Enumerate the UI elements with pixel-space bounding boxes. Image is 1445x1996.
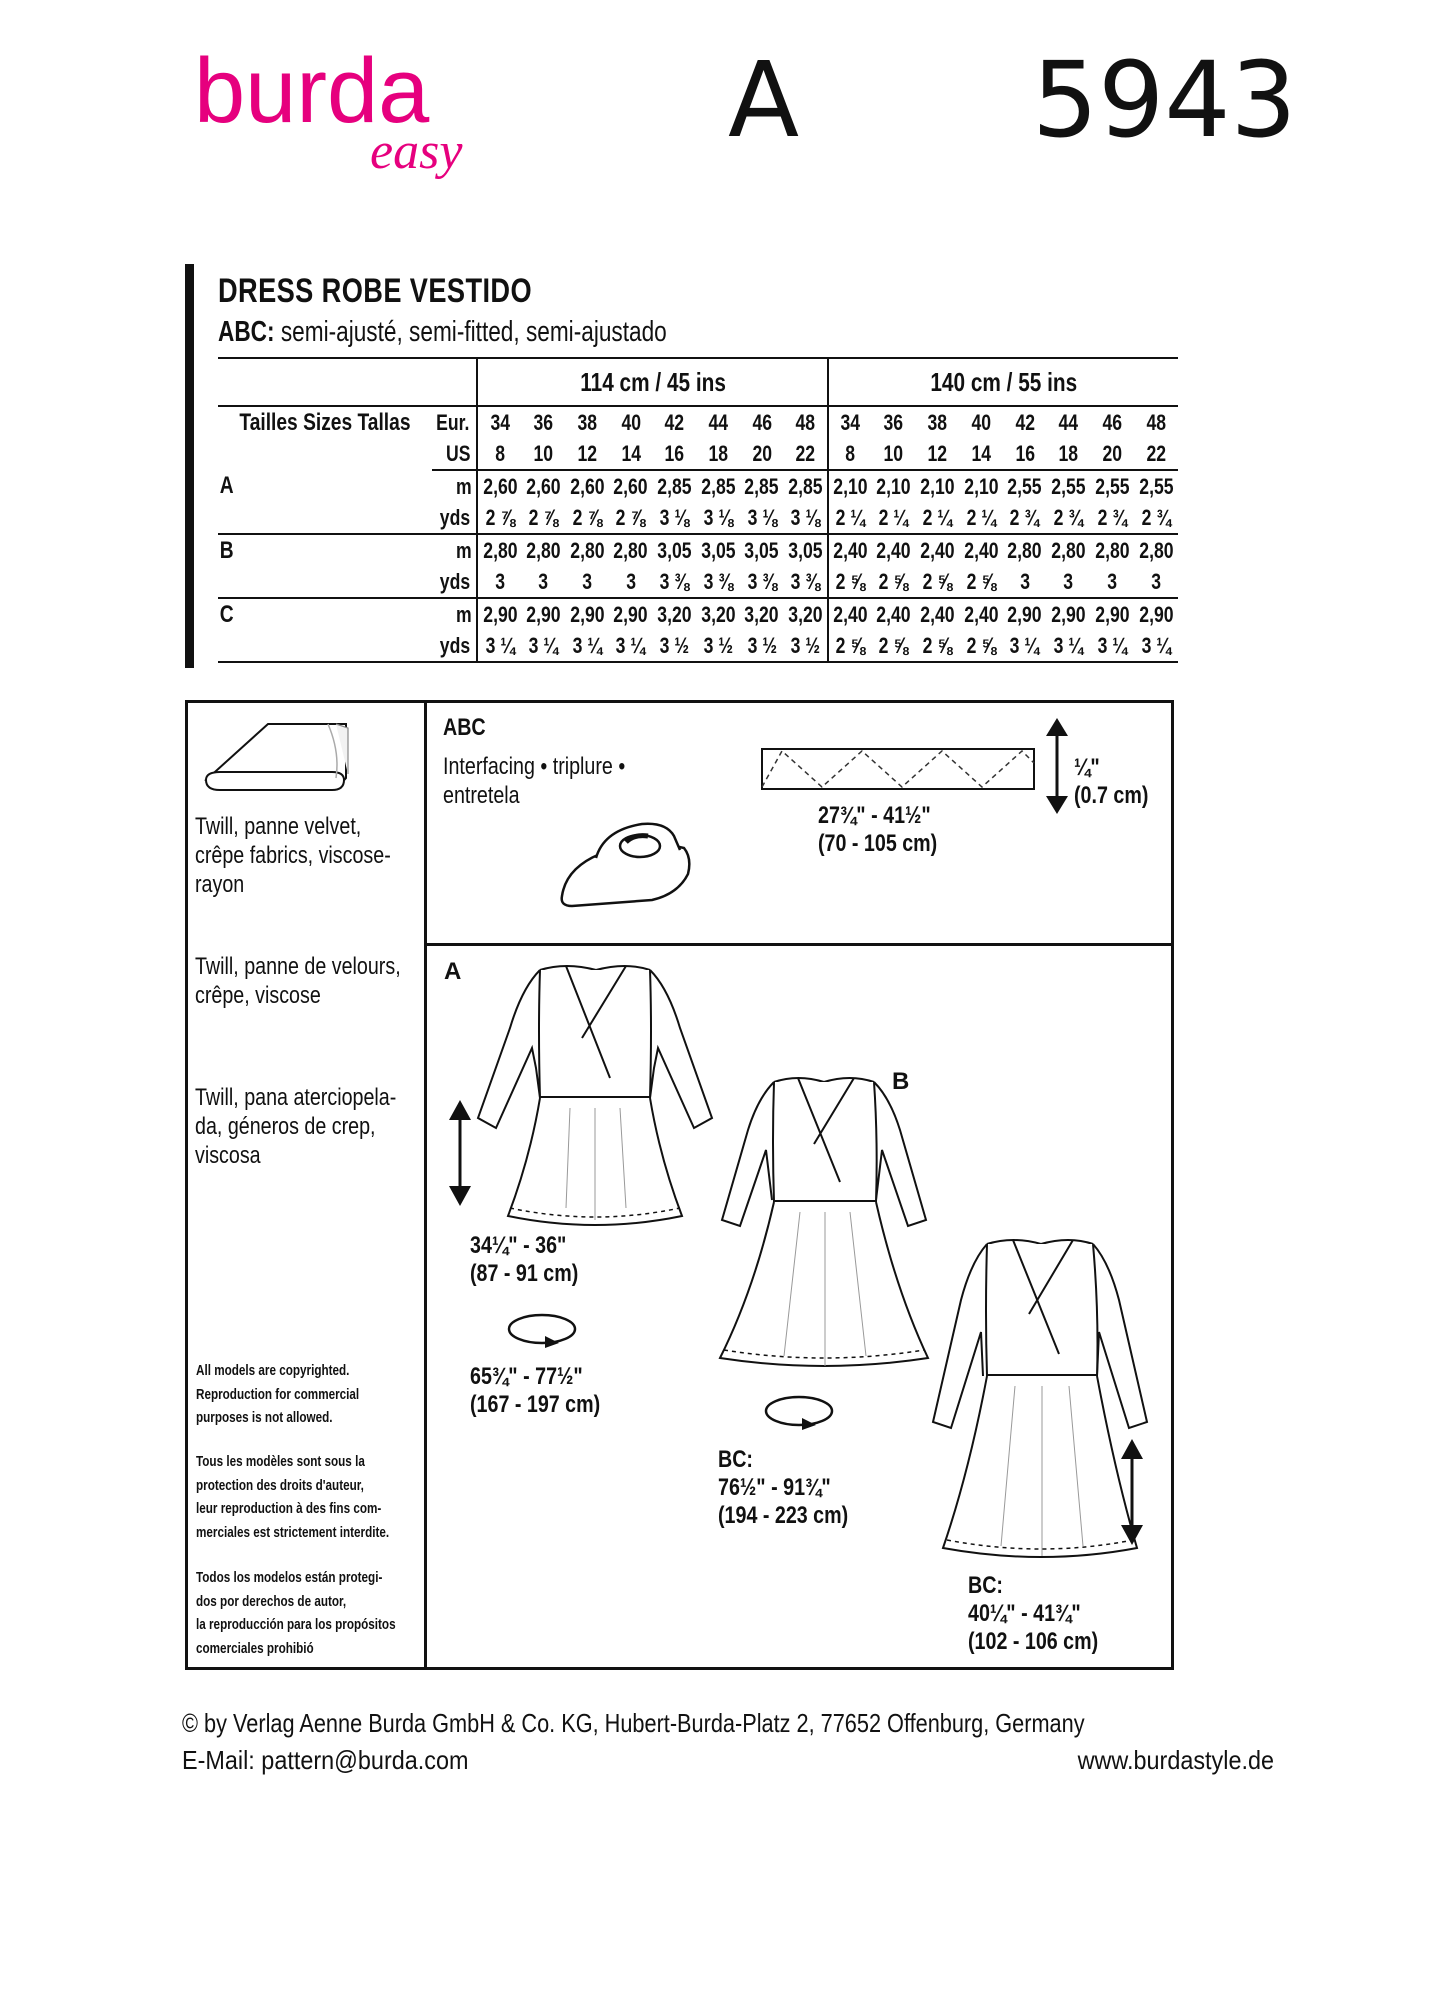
meters-cell: 3,20 — [657, 601, 692, 627]
meters-cell: 2,80 — [526, 537, 561, 563]
us-size-cell: 20 — [740, 438, 784, 470]
meters-cell: 3,05 — [788, 537, 823, 563]
yards-cell: 3 ⅜ — [653, 566, 697, 598]
sizes-label: Tailles Sizes Tallas — [239, 408, 411, 436]
meters-cell: 2,90 — [1051, 601, 1086, 627]
view-c-length-arrow-icon — [1117, 1437, 1147, 1547]
yards-cell: 2 ⅝ — [959, 630, 1003, 662]
view-row-label: C — [219, 600, 234, 628]
meters-cell: 2,85 — [657, 473, 692, 499]
publisher-line: © by Verlag Aenne Burda GmbH & Co. KG, Hubert-Burda-Platz 2, 77652 Offenburg, Germany — [182, 1708, 1085, 1738]
meters-cell: 2,40 — [964, 601, 999, 627]
width-header-140: 140 cm / 55 ins — [828, 358, 1178, 406]
meters-cell: 3,20 — [744, 601, 780, 627]
fabric-text-es: Twill, pana aterciopela- da, géneros de crep, viscosa — [195, 1084, 397, 1169]
us-size-cell: 10 — [872, 438, 916, 470]
yards-cell: 3 — [565, 566, 609, 598]
meters-cell: 2,80 — [1051, 537, 1086, 563]
us-size-cell: 8 — [477, 438, 521, 470]
fit-description — [218, 316, 667, 349]
view-row-spacer — [218, 630, 432, 662]
brand-sub: easy — [370, 123, 463, 180]
meters-cell: 2,90 — [1095, 601, 1130, 627]
eur-label: Eur. — [432, 406, 478, 438]
view-row-label: A — [219, 472, 234, 499]
us-size-cell: 14 — [609, 438, 653, 470]
iron-icon — [556, 814, 696, 914]
us-size-cell: 10 — [522, 438, 566, 470]
dress-view-b-illustration — [714, 1070, 934, 1370]
yards-cell: 3 — [1134, 566, 1178, 598]
yards-cell: 2 ⅞ — [565, 502, 609, 534]
panel-divider-vertical — [424, 700, 427, 1670]
meters-cell: 2,60 — [482, 473, 518, 499]
meters-cell: 2,10 — [876, 473, 911, 499]
brand-name: burda — [194, 40, 430, 142]
meters-cell: 2,80 — [613, 537, 648, 563]
meters-cell: 2,85 — [788, 473, 823, 499]
yards-cell: 2 ¼ — [916, 502, 960, 534]
yards-cell: 3 ½ — [740, 630, 784, 662]
meters-cell: 2,90 — [613, 601, 648, 627]
copyright-note-en: All models are copyrighted. Reproduction for commercial purposes is not allowed. — [196, 1362, 360, 1426]
view-c-length: BC: 40¼" - 41¾" (102 - 106 cm) — [968, 1572, 1099, 1655]
yards-cell: 2 ⅝ — [916, 630, 960, 662]
us-size-cell: 22 — [784, 438, 828, 470]
view-b-hem-icon — [762, 1392, 837, 1430]
eur-size-cell: 40 — [971, 409, 991, 435]
yards-cell: 3 ½ — [784, 630, 828, 662]
eur-size-cell: 46 — [752, 409, 772, 435]
copyright-note-es: Todos los modelos están protegi- dos por derechos de autor, la reproducción para los propósitos comerciales prohibió — [196, 1569, 396, 1657]
meters-cell: 2,90 — [482, 601, 518, 627]
us-size-cell: 8 — [828, 438, 872, 470]
width-header-114: 114 cm / 45 ins — [477, 358, 827, 406]
view-a-length: 34¼" - 36" (87 - 91 cm) — [470, 1232, 579, 1287]
yards-cell: 2 ⅝ — [828, 630, 872, 662]
eur-size-cell: 48 — [795, 409, 816, 435]
email-line[interactable]: E-Mail: pattern@burda.com — [182, 1745, 469, 1775]
eur-size-cell: 46 — [1102, 409, 1123, 435]
meters-cell: 2,40 — [876, 537, 911, 563]
eur-size-cell: 42 — [664, 409, 685, 435]
meters-cell: 3,20 — [701, 601, 736, 627]
garment-title: DRESS ROBE VESTIDO — [218, 272, 533, 310]
us-size-cell: 12 — [916, 438, 960, 470]
yards-cell: 2 ⅝ — [916, 566, 960, 598]
meters-cell: 2,85 — [744, 473, 780, 499]
yards-cell: 2 ¼ — [872, 502, 916, 534]
meters-cell: 2,90 — [526, 601, 561, 627]
tape-width-arrow-icon — [1042, 716, 1072, 816]
meters-cell: 2,55 — [1095, 473, 1130, 499]
yards-cell: 3 — [1047, 566, 1091, 598]
yards-cell: 3 ½ — [696, 630, 740, 662]
copyright-note-fr: Tous les modèles sont sous la protection des droits d'auteur, leur reproduction à des fins com- merciales est strictement interdite. — [196, 1453, 390, 1541]
meters-cell: 2,90 — [1007, 601, 1042, 627]
fabric-text-fr: Twill, panne de velours, crêpe, viscose — [195, 953, 401, 1009]
notions-views: ABC — [443, 714, 486, 741]
yards-cell: 3 ⅜ — [784, 566, 828, 598]
yards-cell: 3 ¼ — [609, 630, 653, 662]
view-a-label: A — [444, 958, 462, 985]
meters-cell: 2,40 — [920, 601, 955, 627]
view-b-label: B — [892, 1068, 910, 1095]
meters-cell: 2,40 — [920, 537, 955, 563]
yards-cell: 3 — [522, 566, 566, 598]
yards-cell: 2 ¾ — [1047, 502, 1091, 534]
meters-cell: 2,55 — [1138, 473, 1174, 499]
us-size-cell: 18 — [696, 438, 740, 470]
yards-cell: 2 ⅝ — [828, 566, 872, 598]
us-size-cell: 12 — [565, 438, 609, 470]
yards-cell: 3 — [477, 566, 521, 598]
us-size-cell: 22 — [1134, 438, 1178, 470]
meters-cell: 2,80 — [482, 537, 518, 563]
meters-cell: 3,20 — [788, 601, 823, 627]
eur-size-cell: 34 — [828, 406, 872, 438]
yards-cell: 2 ⅞ — [522, 502, 566, 534]
eur-size-cell: 36 — [883, 409, 904, 435]
meters-cell: 2,80 — [1007, 537, 1042, 563]
interfacing-text: Interfacing • triplure • entretela — [443, 753, 626, 809]
yards-cell: 3 ¼ — [1003, 630, 1047, 662]
website-link[interactable]: www.burdastyle.de — [1077, 1745, 1274, 1775]
meters-cell: 3,05 — [657, 537, 692, 563]
meters-label: m — [432, 598, 478, 630]
view-row-label: B — [219, 536, 234, 564]
meters-cell: 2,60 — [569, 473, 605, 499]
table-corner — [218, 358, 432, 406]
yards-cell: 3 — [1090, 566, 1134, 598]
yards-cell: 2 ¾ — [1003, 502, 1047, 534]
yards-cell: 3 — [609, 566, 653, 598]
yards-cell: 2 ⅝ — [959, 566, 1003, 598]
meters-cell: 2,40 — [876, 601, 911, 627]
eur-size-cell: 34 — [490, 409, 510, 435]
us-size-cell: 16 — [1003, 438, 1047, 470]
table-corner-unit — [432, 358, 478, 406]
eur-size-cell: 36 — [533, 409, 554, 435]
meters-cell: 2,80 — [1095, 537, 1130, 563]
yardage-table — [218, 357, 1178, 663]
eur-size-cell: 38 — [927, 409, 948, 435]
yards-cell: 3 ⅜ — [696, 566, 740, 598]
us-size-cell: 20 — [1090, 438, 1134, 470]
yards-cell: 2 ⅝ — [872, 566, 916, 598]
yards-label: yds — [432, 566, 478, 598]
yards-cell: 2 ¾ — [1134, 502, 1178, 534]
us-size-cell: 16 — [653, 438, 697, 470]
meters-cell: 2,85 — [701, 473, 736, 499]
meters-cell: 2,55 — [1007, 473, 1042, 499]
yards-cell: 2 ¾ — [1090, 502, 1134, 534]
us-size-cell: 18 — [1047, 438, 1091, 470]
view-a-hem: 65¾" - 77½" (167 - 197 cm) — [470, 1363, 601, 1418]
meters-cell: 2,10 — [964, 473, 999, 499]
meters-cell: 2,40 — [828, 598, 872, 630]
sizes-label-spacer — [218, 438, 432, 470]
view-row-spacer — [218, 502, 432, 534]
tape-length: 27¾" - 41½" (70 - 105 cm) — [818, 802, 938, 857]
yards-cell: 3 ¼ — [1134, 630, 1178, 662]
yards-cell: 2 ⅞ — [477, 502, 521, 534]
fit-prefix: ABC: — [218, 316, 275, 348]
panel-divider-horizontal — [424, 943, 1174, 946]
yards-cell: 3 — [1003, 566, 1047, 598]
meters-cell: 2,90 — [1138, 601, 1174, 627]
meters-label: m — [432, 534, 478, 566]
title-sidebar-bar — [185, 264, 194, 668]
meters-label: m — [432, 470, 478, 502]
eur-size-cell: 42 — [1015, 409, 1035, 435]
fabric-roll-icon — [198, 716, 358, 796]
eur-size-cell: 44 — [1058, 409, 1079, 435]
yards-cell: 2 ⅝ — [872, 630, 916, 662]
meters-cell: 2,10 — [828, 470, 872, 502]
yards-cell: 2 ¼ — [828, 502, 872, 534]
us-label: US — [432, 438, 478, 470]
fabric-text-en: Twill, panne velvet, crêpe fabrics, viscose- rayon — [195, 813, 391, 898]
yards-cell: 3 ¼ — [1090, 630, 1134, 662]
yards-cell: 3 ⅛ — [784, 502, 828, 534]
yards-cell: 3 ¼ — [522, 630, 566, 662]
interfacing-tape-icon — [760, 745, 1040, 795]
yards-cell: 3 ¼ — [565, 630, 609, 662]
eur-size-cell: 38 — [577, 409, 597, 435]
variant-letter: A — [728, 39, 800, 161]
meters-cell: 2,80 — [1138, 537, 1174, 563]
meters-cell: 2,60 — [526, 473, 561, 499]
meters-cell: 3,05 — [701, 537, 736, 563]
yards-cell: 2 ¼ — [959, 502, 1003, 534]
view-a-length-arrow-icon — [445, 1098, 475, 1208]
pattern-number: 5943 — [1032, 39, 1297, 161]
dress-view-a-illustration — [470, 958, 720, 1238]
meters-cell: 2,55 — [1051, 473, 1086, 499]
meters-cell: 2,40 — [964, 537, 999, 563]
burda-easy-logo — [192, 40, 512, 190]
meters-cell: 3,05 — [744, 537, 780, 563]
meters-cell: 2,80 — [569, 537, 605, 563]
meters-cell: 2,40 — [828, 534, 872, 566]
meters-cell: 2,60 — [613, 473, 648, 499]
view-a-hem-icon — [505, 1310, 580, 1348]
yards-cell: 3 ¼ — [1047, 630, 1091, 662]
yards-cell: 3 ⅜ — [740, 566, 784, 598]
view-b-hem: BC: 76½" - 91¾" (194 - 223 cm) — [718, 1446, 849, 1529]
meters-cell: 2,10 — [920, 473, 955, 499]
yards-label: yds — [432, 630, 478, 662]
yards-cell: 3 ⅛ — [653, 502, 697, 534]
yards-cell: 3 ¼ — [477, 630, 521, 662]
eur-size-cell: 44 — [708, 409, 728, 435]
tape-width: ¼" (0.7 cm) — [1074, 754, 1149, 809]
yards-label: yds — [432, 502, 478, 534]
yards-cell: 3 ⅛ — [696, 502, 740, 534]
eur-size-cell: 40 — [620, 409, 641, 435]
yards-cell: 3 ½ — [653, 630, 697, 662]
yards-cell: 3 ⅛ — [740, 502, 784, 534]
eur-size-cell: 48 — [1146, 409, 1166, 435]
fit-text: semi-ajusté, semi-fitted, semi-ajustado — [274, 316, 667, 348]
view-row-spacer — [218, 566, 432, 598]
yards-cell: 2 ⅞ — [609, 502, 653, 534]
meters-cell: 2,90 — [569, 601, 605, 627]
us-size-cell: 14 — [959, 438, 1003, 470]
